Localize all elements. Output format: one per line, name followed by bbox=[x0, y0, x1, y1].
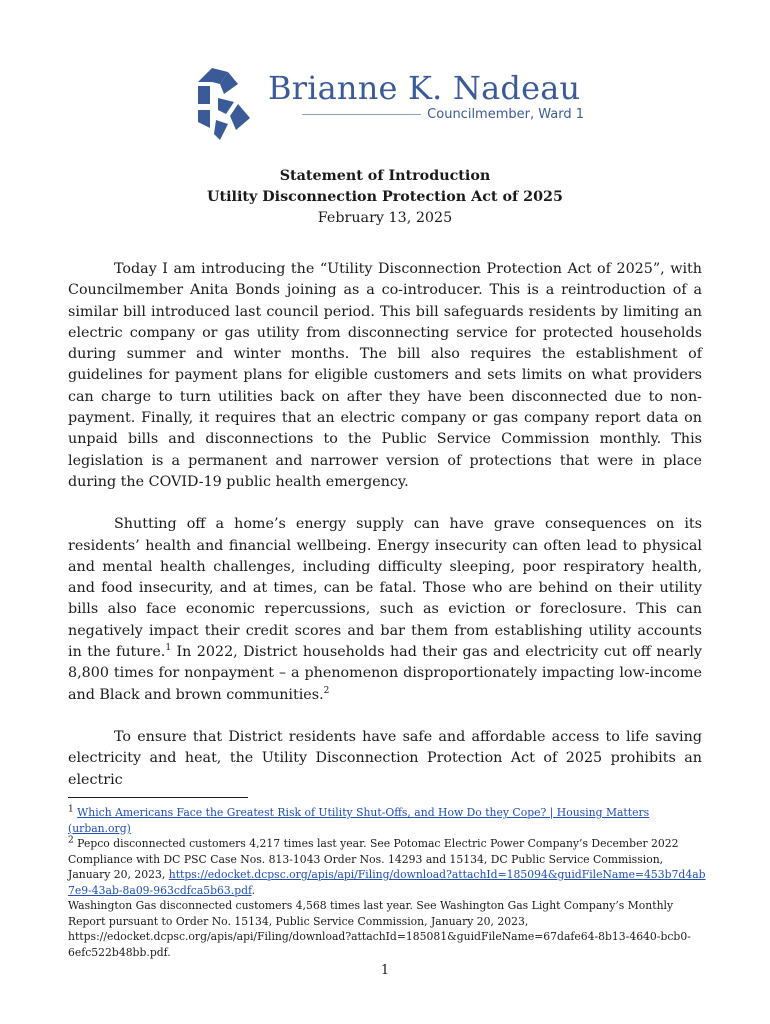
footnote-1-link[interactable]: Which Americans Face the Greatest Risk of Utility Shut-Offs, and How Do they Cope? | Housing Matters (urban.org) bbox=[68, 806, 650, 835]
paragraph-2 bbox=[68, 514, 702, 706]
statement-heading bbox=[0, 166, 770, 229]
paragraph-1: Today I am introducing the “Utility Disconnection Protection Act of 2025”, with Councilmember Anita Bonds joining as a co-introducer. This is a reintroduction of a similar bill introduced last council period. This bill safeguards residents by limiting an electric company or gas utility from disconnecting service for protected households during summer and winter months. The bill also requires the establishment of guidelines for payment plans for eligible customers and sets limits on what providers can charge to turn utilities back on after they have been disconnected due to non-payment. Finally, it requires that an electric company or gas company report data on unpaid bills and disconnections to the Public Service Commission monthly. This legislation is a permanent and narrower version of protections that were in place during the COVID-19 public health emergency. bbox=[68, 261, 702, 490]
footnote-2 bbox=[68, 836, 708, 898]
footnote-2-link[interactable]: https://edocket.dcpsc.org/apis/api/Filing/download?attachId=185094&guidFileName=453b7d4ab7e9-43ab-8a09-963cdfca5b63.pdf bbox=[68, 868, 706, 897]
footnote-ref-2[interactable]: 2 bbox=[323, 685, 330, 696]
footnote-1-number: 1 bbox=[68, 804, 74, 815]
footnote-ref-1[interactable]: 1 bbox=[165, 643, 172, 654]
footnote-1 bbox=[68, 805, 708, 836]
letterhead bbox=[190, 62, 590, 146]
letterhead-subtitle-row bbox=[302, 104, 590, 124]
footnote-divider bbox=[68, 797, 248, 798]
page-number: 1 bbox=[380, 963, 390, 978]
councilmember-name: Brianne K. Nadeau bbox=[268, 69, 581, 107]
heading-line1: Statement of Introduction bbox=[279, 168, 491, 184]
paragraph-2-part-a: Shutting off a home’s energy supply can have grave consequences on its residents’ health and financial wellbeing. Energy insecurity can often lead to physical and mental health challenges, including difficulty sleeping, poor respiratory health, and food insecurity, and at times, can be fatal. Those who are behind on their utility bills also face economic repercussions, such as eviction or foreclosure. This can negatively impact their credit scores and bar them from establishing utility accounts in the future. bbox=[68, 516, 702, 661]
footnote-2-number: 2 bbox=[68, 835, 74, 846]
statement-body bbox=[68, 259, 702, 791]
paragraph-2-part-b: In 2022, District households had their gas and electricity cut off nearly 8,800 times for nonpayment – a phenomenon disproportionately impacting low-income and Black and brown communities. bbox=[68, 644, 702, 703]
councilmember-title: Councilmember, Ward 1 bbox=[427, 106, 584, 122]
heading-line2: Utility Disconnection Protection Act of 2025 bbox=[207, 189, 563, 205]
paragraph-3: To ensure that District residents have safe and affordable access to life saving electricity and heat, the Utility Disconnection Protection Act of 2025 prohibits an electric bbox=[68, 728, 702, 788]
subtitle-rule-left bbox=[302, 114, 421, 115]
footnote-2-text: Pepco disconnected customers 4,217 times last year. See Potomac Electric Power Company’s December 2022 Compliance with DC PSC Case Nos. 813-1043 Order Nos. 14293 and 15134, DC Public Service Commission, January 20, 2023, bbox=[68, 837, 679, 881]
footnote-3: Washington Gas disconnected customers 4,568 times last year. See Washington Gas Light Company’s Monthly Report pursuant to Order No. 15134, Public Service Commission, January 20, 2023, https://edocket.dcpsc.org/apis/api/Filing/download?attachId=185081&guidFileName=67dafe64-8b13-4640-bcb0-6efc522b48bb.pdf. bbox=[68, 899, 691, 959]
ward-logo-icon bbox=[190, 64, 254, 144]
heading-date: February 13, 2025 bbox=[317, 210, 453, 226]
footnote-2-end: . bbox=[251, 883, 256, 897]
footnotes bbox=[68, 805, 708, 960]
